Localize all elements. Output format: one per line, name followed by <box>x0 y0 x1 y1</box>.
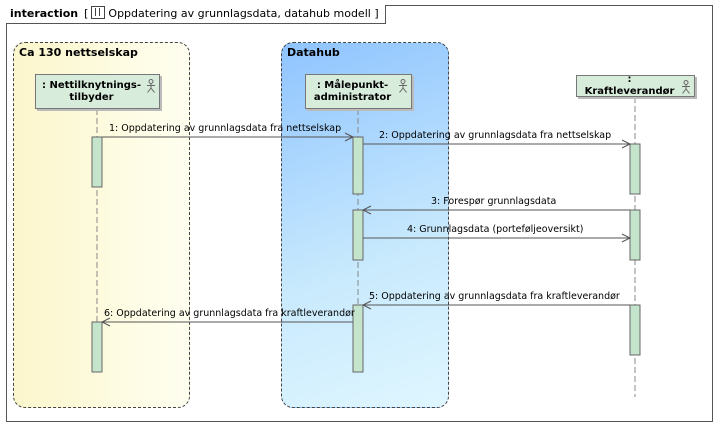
frame-keyword: interaction <box>10 7 79 20</box>
activation-bar <box>353 210 363 260</box>
activation-bar <box>353 137 363 194</box>
lifeline-head-kraftleverandor[interactable] <box>576 75 695 97</box>
lifeline-label-line1: : Kraftleverandør <box>584 74 675 97</box>
actor-icon <box>398 79 408 93</box>
lifeline-label-line2: tilbyder <box>69 91 114 103</box>
message-label-3[interactable]: 3: Forespør grunnlagsdata <box>431 196 557 207</box>
activation-bar <box>92 137 102 187</box>
activation-bar <box>630 305 640 355</box>
lifeline-label-line1: : Målepunkt- <box>316 79 389 91</box>
message-label-5[interactable]: 5: Oppdatering av grunnlagsdata fra kraftleverandør <box>369 291 620 302</box>
bracket-close: ] <box>374 7 379 20</box>
message-label-2[interactable]: 2: Oppdatering av grunnlagsdata fra nettselskap <box>379 130 612 141</box>
activation-bar <box>630 144 640 194</box>
message-label-1[interactable]: 1: Oppdatering av grunnlagsdata fra nettselskap <box>109 123 342 134</box>
actor-icon <box>146 79 156 93</box>
activation-bar <box>92 322 102 372</box>
lifeline-head-malepunktadministrator[interactable] <box>305 74 412 109</box>
message-label-6[interactable]: 6: Oppdatering av grunnlagsdata fra kraftleverandør <box>104 308 355 319</box>
message-label-4[interactable]: 4: Grunnlagsdata (porteføljeoversikt) <box>407 224 584 235</box>
region-datahub-title: Datahub <box>287 46 340 59</box>
region-nettselskap-title: Ca 130 nettselskap <box>19 46 138 59</box>
lifeline-label-line2: administrator <box>313 91 392 103</box>
bracket-open: [ <box>84 7 89 20</box>
actor-icon <box>681 80 691 94</box>
lifeline-head-nettilknytningstilbyder[interactable] <box>35 74 160 109</box>
lifeline-label-line1: : Nettilknytnings- <box>41 79 142 91</box>
activation-bar <box>630 210 640 260</box>
frame-title: Oppdatering av grunnlagsdata, datahub modell <box>108 7 371 20</box>
